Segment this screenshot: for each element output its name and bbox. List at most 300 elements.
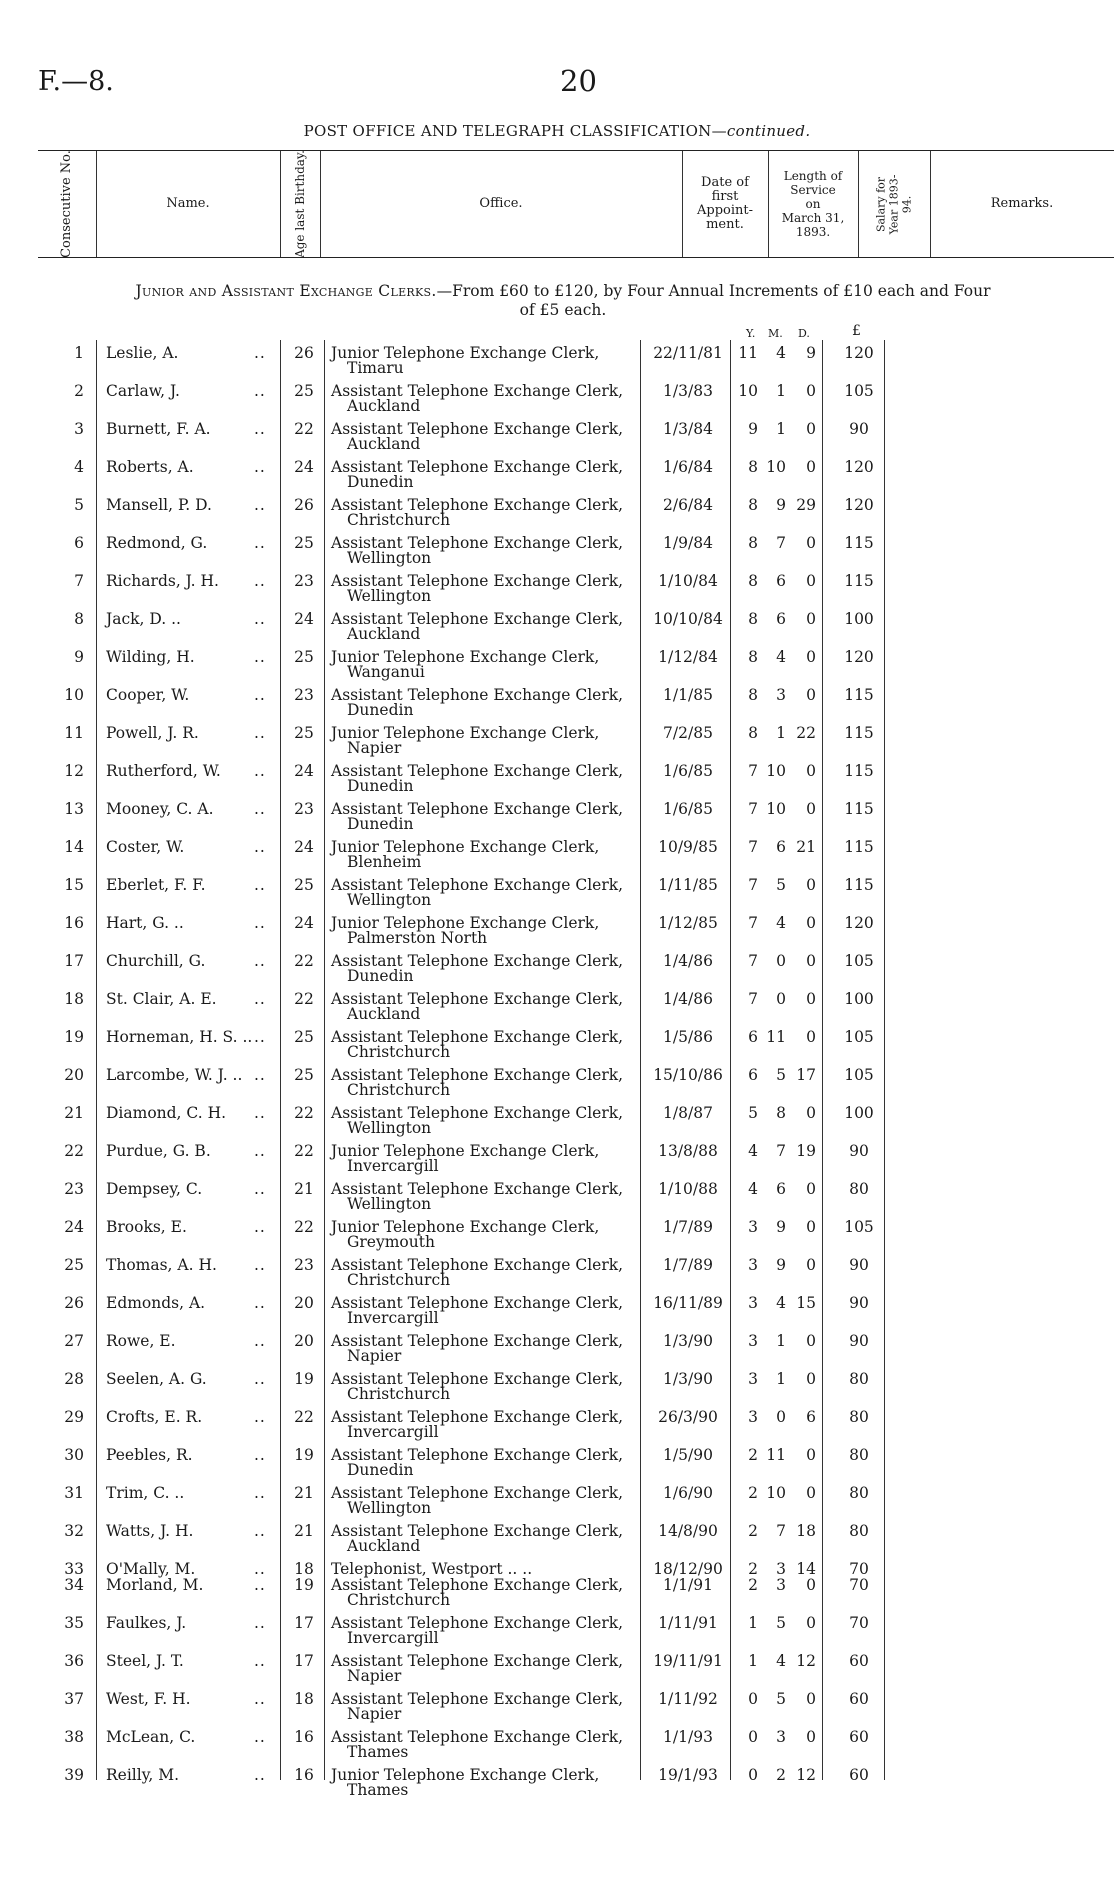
header-office: Office. bbox=[479, 196, 523, 211]
row-office-location: Dunedin bbox=[347, 701, 414, 719]
row-age: 22 bbox=[294, 952, 314, 970]
row-number: 25 bbox=[64, 1256, 84, 1274]
row-age: 26 bbox=[294, 344, 314, 362]
row-date: 1/1/85 bbox=[663, 686, 713, 704]
row-age: 16 bbox=[294, 1728, 314, 1746]
leader-dots: .. bbox=[254, 420, 266, 438]
row-salary: 100 bbox=[844, 990, 874, 1008]
row-date: 15/10/86 bbox=[653, 1066, 723, 1084]
row-salary: 115 bbox=[844, 572, 874, 590]
row-office-location: Invercargill bbox=[347, 1423, 439, 1441]
row-age: 25 bbox=[294, 724, 314, 742]
row-number: 23 bbox=[64, 1180, 84, 1198]
table-row bbox=[0, 648, 1114, 686]
row-office: Assistant Telephone Exchange Clerk, bbox=[331, 1066, 624, 1084]
table-row bbox=[0, 534, 1114, 572]
row-years: 3 bbox=[748, 1256, 758, 1274]
row-years: 2 bbox=[748, 1576, 758, 1594]
table-row bbox=[0, 1028, 1114, 1066]
row-months: 6 bbox=[776, 838, 786, 856]
section-rule-line2: of £5 each. bbox=[519, 301, 607, 319]
row-office: Assistant Telephone Exchange Clerk, bbox=[331, 1180, 624, 1198]
row-number: 9 bbox=[74, 648, 84, 666]
row-salary: 120 bbox=[844, 914, 874, 932]
row-salary: 100 bbox=[844, 610, 874, 628]
row-months: 4 bbox=[776, 648, 786, 666]
row-salary: 115 bbox=[844, 534, 874, 552]
row-name: Hart, G. .. bbox=[106, 914, 184, 932]
row-name: Horneman, H. S. .. bbox=[106, 1028, 253, 1046]
row-days: 19 bbox=[796, 1142, 816, 1160]
section-title bbox=[38, 282, 1088, 320]
leader-dots: .. bbox=[254, 1522, 266, 1540]
row-years: 7 bbox=[748, 914, 758, 932]
row-date: 1/4/86 bbox=[663, 952, 713, 970]
row-office: Assistant Telephone Exchange Clerk, bbox=[331, 1294, 624, 1312]
row-months: 7 bbox=[776, 1142, 786, 1160]
row-number: 6 bbox=[74, 534, 84, 552]
row-office-location: Blenheim bbox=[347, 853, 422, 871]
leader-dots: .. bbox=[254, 1256, 266, 1274]
row-days: 0 bbox=[806, 420, 816, 438]
row-number: 18 bbox=[64, 990, 84, 1008]
leader-dots: .. bbox=[254, 1484, 266, 1502]
row-office-location: Wellington bbox=[347, 1499, 432, 1517]
row-months: 7 bbox=[776, 1522, 786, 1540]
row-date: 26/3/90 bbox=[658, 1408, 718, 1426]
table-row bbox=[0, 686, 1114, 724]
header-length-of-service: Length of Service on March 31, 1893. bbox=[781, 169, 845, 239]
row-age: 17 bbox=[294, 1652, 314, 1670]
row-date: 10/10/84 bbox=[653, 610, 723, 628]
row-months: 5 bbox=[776, 1690, 786, 1708]
row-months: 6 bbox=[776, 610, 786, 628]
table-row bbox=[0, 610, 1114, 648]
row-age: 21 bbox=[294, 1522, 314, 1540]
row-office: Assistant Telephone Exchange Clerk, bbox=[331, 534, 624, 552]
row-office-location: Wellington bbox=[347, 1195, 432, 1213]
row-salary: 120 bbox=[844, 458, 874, 476]
page-reference: F.—8. bbox=[38, 66, 114, 97]
section-rule-line1: —From £60 to £120, by Four Annual Increments of £10 each and Four bbox=[436, 282, 991, 300]
row-age: 22 bbox=[294, 1408, 314, 1426]
leader-dots: .. bbox=[254, 952, 266, 970]
row-salary: 90 bbox=[849, 1142, 869, 1160]
row-age: 18 bbox=[294, 1560, 314, 1578]
row-age: 21 bbox=[294, 1180, 314, 1198]
row-name: Coster, W. bbox=[106, 838, 185, 856]
row-salary: 105 bbox=[844, 1218, 874, 1236]
table-row bbox=[0, 572, 1114, 610]
row-salary: 115 bbox=[844, 724, 874, 742]
unit-days: D. bbox=[798, 327, 810, 340]
row-days: 0 bbox=[806, 1576, 816, 1594]
row-office: Assistant Telephone Exchange Clerk, bbox=[331, 1104, 624, 1122]
row-age: 23 bbox=[294, 1256, 314, 1274]
row-office-location: Christchurch bbox=[347, 1271, 451, 1289]
row-name: Jack, D. .. bbox=[106, 610, 181, 628]
row-number: 19 bbox=[64, 1028, 84, 1046]
row-number: 13 bbox=[64, 800, 84, 818]
leader-dots: .. bbox=[254, 648, 266, 666]
row-months: 3 bbox=[776, 686, 786, 704]
row-number: 26 bbox=[64, 1294, 84, 1312]
row-number: 2 bbox=[74, 382, 84, 400]
row-date: 22/11/81 bbox=[653, 344, 723, 362]
row-number: 27 bbox=[64, 1332, 84, 1350]
row-name: Mansell, P. D. bbox=[106, 496, 212, 514]
row-date: 1/5/90 bbox=[663, 1446, 713, 1464]
row-number: 14 bbox=[64, 838, 84, 856]
row-office: Assistant Telephone Exchange Clerk, bbox=[331, 572, 624, 590]
table-row bbox=[0, 914, 1114, 952]
row-salary: 90 bbox=[849, 1332, 869, 1350]
row-date: 1/10/88 bbox=[658, 1180, 718, 1198]
table-row bbox=[0, 952, 1114, 990]
row-salary: 100 bbox=[844, 1104, 874, 1122]
leader-dots: .. bbox=[254, 1576, 266, 1594]
row-name: Trim, C. .. bbox=[106, 1484, 185, 1502]
row-office: Assistant Telephone Exchange Clerk, bbox=[331, 952, 624, 970]
header-remarks: Remarks. bbox=[990, 196, 1054, 211]
row-number: 8 bbox=[74, 610, 84, 628]
row-salary: 60 bbox=[849, 1728, 869, 1746]
row-months: 2 bbox=[776, 1766, 786, 1784]
leader-dots: .. bbox=[254, 458, 266, 476]
row-age: 16 bbox=[294, 1766, 314, 1784]
row-office: Assistant Telephone Exchange Clerk, bbox=[331, 762, 624, 780]
table-row bbox=[0, 1332, 1114, 1370]
row-number: 21 bbox=[64, 1104, 84, 1122]
row-years: 5 bbox=[748, 1104, 758, 1122]
table-row bbox=[0, 420, 1114, 458]
row-age: 21 bbox=[294, 1484, 314, 1502]
row-days: 0 bbox=[806, 382, 816, 400]
row-months: 6 bbox=[776, 572, 786, 590]
row-age: 22 bbox=[294, 1142, 314, 1160]
table-row bbox=[0, 990, 1114, 1028]
row-number: 32 bbox=[64, 1522, 84, 1540]
leader-dots: .. bbox=[254, 990, 266, 1008]
row-months: 1 bbox=[776, 1370, 786, 1388]
row-months: 11 bbox=[766, 1028, 786, 1046]
row-salary: 105 bbox=[844, 382, 874, 400]
row-years: 3 bbox=[748, 1370, 758, 1388]
row-age: 22 bbox=[294, 990, 314, 1008]
row-months: 10 bbox=[766, 800, 786, 818]
row-name: Wilding, H. bbox=[106, 648, 195, 666]
row-years: 11 bbox=[738, 344, 758, 362]
row-salary: 105 bbox=[844, 952, 874, 970]
row-days: 0 bbox=[806, 686, 816, 704]
row-years: 3 bbox=[748, 1408, 758, 1426]
row-days: 0 bbox=[806, 1370, 816, 1388]
row-years: 6 bbox=[748, 1028, 758, 1046]
row-date: 19/11/91 bbox=[653, 1652, 723, 1670]
row-days: 0 bbox=[806, 1484, 816, 1502]
row-age: 20 bbox=[294, 1294, 314, 1312]
row-office-location: Auckland bbox=[347, 397, 421, 415]
leader-dots: .. bbox=[254, 1560, 266, 1578]
row-office-location: Christchurch bbox=[347, 1385, 451, 1403]
row-name: Diamond, C. H. bbox=[106, 1104, 227, 1122]
row-number: 30 bbox=[64, 1446, 84, 1464]
row-office-location: Napier bbox=[347, 739, 402, 757]
row-salary: 80 bbox=[849, 1446, 869, 1464]
table-row bbox=[0, 382, 1114, 420]
table-row bbox=[0, 1446, 1114, 1484]
row-name: Seelen, A. G. bbox=[106, 1370, 207, 1388]
row-years: 2 bbox=[748, 1522, 758, 1540]
table-row bbox=[0, 1370, 1114, 1408]
page-heading bbox=[0, 122, 1114, 140]
row-number: 24 bbox=[64, 1218, 84, 1236]
row-office-location: Dunedin bbox=[347, 777, 414, 795]
leader-dots: .. bbox=[254, 914, 266, 932]
row-days: 0 bbox=[806, 458, 816, 476]
row-salary: 115 bbox=[844, 838, 874, 856]
row-months: 3 bbox=[776, 1560, 786, 1578]
row-office: Junior Telephone Exchange Clerk, bbox=[331, 344, 600, 362]
row-office: Assistant Telephone Exchange Clerk, bbox=[331, 1484, 624, 1502]
row-number: 31 bbox=[64, 1484, 84, 1502]
leader-dots: .. bbox=[254, 1728, 266, 1746]
row-date: 1/3/90 bbox=[663, 1370, 713, 1388]
row-age: 18 bbox=[294, 1690, 314, 1708]
row-office-location: Wanganui bbox=[347, 663, 425, 681]
row-age: 24 bbox=[294, 914, 314, 932]
row-name: Powell, J. R. bbox=[106, 724, 199, 742]
row-office-location: Thames bbox=[347, 1743, 409, 1761]
leader-dots: .. bbox=[254, 1370, 266, 1388]
leader-dots: .. bbox=[254, 1652, 266, 1670]
row-date: 1/6/85 bbox=[663, 762, 713, 780]
row-office: Junior Telephone Exchange Clerk, bbox=[331, 1142, 600, 1160]
row-salary: 115 bbox=[844, 876, 874, 894]
row-days: 9 bbox=[806, 344, 816, 362]
row-office: Junior Telephone Exchange Clerk, bbox=[331, 1218, 600, 1236]
row-salary: 120 bbox=[844, 344, 874, 362]
leader-dots: .. bbox=[254, 1766, 266, 1784]
leader-dots: .. bbox=[254, 838, 266, 856]
row-years: 0 bbox=[748, 1690, 758, 1708]
row-years: 8 bbox=[748, 572, 758, 590]
row-office: Telephonist, Westport .. .. bbox=[331, 1560, 533, 1578]
leader-dots: .. bbox=[254, 1446, 266, 1464]
row-age: 25 bbox=[294, 534, 314, 552]
row-number: 36 bbox=[64, 1652, 84, 1670]
section-name: Junior and Assistant Exchange Clerks. bbox=[135, 282, 437, 300]
row-days: 18 bbox=[796, 1522, 816, 1540]
row-number: 29 bbox=[64, 1408, 84, 1426]
row-office-location: Invercargill bbox=[347, 1309, 439, 1327]
row-office: Assistant Telephone Exchange Clerk, bbox=[331, 686, 624, 704]
leader-dots: .. bbox=[254, 1218, 266, 1236]
header-consecutive-no: Consecutive No. bbox=[59, 150, 75, 258]
row-name: Thomas, A. H. bbox=[106, 1256, 217, 1274]
row-days: 15 bbox=[796, 1294, 816, 1312]
row-days: 0 bbox=[806, 1256, 816, 1274]
table-row bbox=[0, 1294, 1114, 1332]
row-name: Edmonds, A. bbox=[106, 1294, 206, 1312]
row-office: Assistant Telephone Exchange Clerk, bbox=[331, 1256, 624, 1274]
row-number: 3 bbox=[74, 420, 84, 438]
row-days: 0 bbox=[806, 876, 816, 894]
row-office: Assistant Telephone Exchange Clerk, bbox=[331, 458, 624, 476]
row-office: Assistant Telephone Exchange Clerk, bbox=[331, 1446, 624, 1464]
row-days: 6 bbox=[806, 1408, 816, 1426]
row-date: 1/3/84 bbox=[663, 420, 713, 438]
row-date: 1/1/91 bbox=[663, 1576, 713, 1594]
row-office: Junior Telephone Exchange Clerk, bbox=[331, 648, 600, 666]
row-name: Redmond, G. bbox=[106, 534, 208, 552]
heading-continued: continued. bbox=[726, 122, 811, 140]
row-office: Assistant Telephone Exchange Clerk, bbox=[331, 382, 624, 400]
row-age: 23 bbox=[294, 572, 314, 590]
row-years: 1 bbox=[748, 1652, 758, 1670]
row-months: 9 bbox=[776, 1256, 786, 1274]
row-name: O'Mally, M. bbox=[106, 1560, 196, 1578]
row-months: 0 bbox=[776, 1408, 786, 1426]
row-office-location: Christchurch bbox=[347, 1081, 451, 1099]
row-date: 1/7/89 bbox=[663, 1256, 713, 1274]
header-age: Age last Birthday. bbox=[293, 150, 307, 258]
row-number: 17 bbox=[64, 952, 84, 970]
row-name: St. Clair, A. E. bbox=[106, 990, 217, 1008]
row-age: 25 bbox=[294, 382, 314, 400]
row-salary: 70 bbox=[849, 1614, 869, 1632]
row-office-location: Dunedin bbox=[347, 967, 414, 985]
row-years: 8 bbox=[748, 686, 758, 704]
row-years: 9 bbox=[748, 420, 758, 438]
row-name: Brooks, E. bbox=[106, 1218, 187, 1236]
row-months: 4 bbox=[776, 914, 786, 932]
table-row bbox=[0, 344, 1114, 382]
row-name: Churchill, G. bbox=[106, 952, 206, 970]
table-row bbox=[0, 1180, 1114, 1218]
row-name: Reilly, M. bbox=[106, 1766, 180, 1784]
row-years: 7 bbox=[748, 876, 758, 894]
row-salary: 80 bbox=[849, 1180, 869, 1198]
leader-dots: .. bbox=[254, 686, 266, 704]
row-name: Carlaw, J. bbox=[106, 382, 180, 400]
row-days: 0 bbox=[806, 610, 816, 628]
row-salary: 115 bbox=[844, 762, 874, 780]
row-name: Eberlet, F. F. bbox=[106, 876, 206, 894]
row-days: 14 bbox=[796, 1560, 816, 1578]
row-days: 29 bbox=[796, 496, 816, 514]
row-age: 24 bbox=[294, 838, 314, 856]
row-date: 1/6/85 bbox=[663, 800, 713, 818]
row-age: 19 bbox=[294, 1576, 314, 1594]
row-office-location: Wellington bbox=[347, 549, 432, 567]
row-age: 20 bbox=[294, 1332, 314, 1350]
row-days: 21 bbox=[796, 838, 816, 856]
row-name: Purdue, G. B. bbox=[106, 1142, 211, 1160]
row-days: 12 bbox=[796, 1766, 816, 1784]
row-age: 25 bbox=[294, 1028, 314, 1046]
row-date: 1/3/90 bbox=[663, 1332, 713, 1350]
row-name: Richards, J. H. bbox=[106, 572, 219, 590]
row-office: Assistant Telephone Exchange Clerk, bbox=[331, 1522, 624, 1540]
row-name: Mooney, C. A. bbox=[106, 800, 214, 818]
leader-dots: .. bbox=[254, 800, 266, 818]
row-days: 17 bbox=[796, 1066, 816, 1084]
row-days: 0 bbox=[806, 800, 816, 818]
row-salary: 105 bbox=[844, 1066, 874, 1084]
row-months: 1 bbox=[776, 420, 786, 438]
row-days: 0 bbox=[806, 648, 816, 666]
row-years: 0 bbox=[748, 1766, 758, 1784]
row-salary: 90 bbox=[849, 1294, 869, 1312]
heading-main: POST OFFICE AND TELEGRAPH CLASSIFICATION— bbox=[303, 122, 727, 140]
row-years: 8 bbox=[748, 610, 758, 628]
row-office-location: Auckland bbox=[347, 625, 421, 643]
row-years: 8 bbox=[748, 496, 758, 514]
row-office-location: Auckland bbox=[347, 1537, 421, 1555]
row-office: Assistant Telephone Exchange Clerk, bbox=[331, 496, 624, 514]
row-years: 2 bbox=[748, 1484, 758, 1502]
row-name: Steel, J. T. bbox=[106, 1652, 184, 1670]
leader-dots: .. bbox=[254, 1180, 266, 1198]
row-years: 8 bbox=[748, 458, 758, 476]
row-office: Assistant Telephone Exchange Clerk, bbox=[331, 1690, 624, 1708]
row-age: 25 bbox=[294, 876, 314, 894]
row-office-location: Christchurch bbox=[347, 1043, 451, 1061]
row-salary: 80 bbox=[849, 1408, 869, 1426]
row-name: Faulkes, J. bbox=[106, 1614, 187, 1632]
row-months: 7 bbox=[776, 534, 786, 552]
table-row bbox=[0, 1104, 1114, 1142]
leader-dots: .. bbox=[254, 876, 266, 894]
table-row bbox=[0, 1576, 1114, 1614]
row-date: 2/6/84 bbox=[663, 496, 713, 514]
leader-dots: .. bbox=[254, 1332, 266, 1350]
row-days: 0 bbox=[806, 1614, 816, 1632]
table-row bbox=[0, 838, 1114, 876]
table-row bbox=[0, 724, 1114, 762]
row-number: 4 bbox=[74, 458, 84, 476]
row-number: 22 bbox=[64, 1142, 84, 1160]
row-age: 22 bbox=[294, 1104, 314, 1122]
row-date: 13/8/88 bbox=[658, 1142, 718, 1160]
row-number: 11 bbox=[64, 724, 84, 742]
row-age: 24 bbox=[294, 762, 314, 780]
leader-dots: .. bbox=[254, 572, 266, 590]
row-age: 25 bbox=[294, 1066, 314, 1084]
row-date: 1/8/87 bbox=[663, 1104, 713, 1122]
header-date-first-appointment: Date of first Appoint- ment. bbox=[696, 175, 753, 232]
row-salary: 80 bbox=[849, 1370, 869, 1388]
row-name: Cooper, W. bbox=[106, 686, 190, 704]
row-days: 22 bbox=[796, 724, 816, 742]
row-office: Assistant Telephone Exchange Clerk, bbox=[331, 876, 624, 894]
leader-dots: .. bbox=[254, 1142, 266, 1160]
row-office-location: Thames bbox=[347, 1781, 409, 1799]
row-months: 5 bbox=[776, 876, 786, 894]
unit-months: M. bbox=[768, 327, 783, 340]
leader-dots: .. bbox=[254, 1066, 266, 1084]
row-days: 0 bbox=[806, 1332, 816, 1350]
leader-dots: .. bbox=[254, 762, 266, 780]
row-days: 0 bbox=[806, 762, 816, 780]
row-date: 19/1/93 bbox=[658, 1766, 718, 1784]
row-age: 22 bbox=[294, 1218, 314, 1236]
row-date: 1/9/84 bbox=[663, 534, 713, 552]
table-row bbox=[0, 800, 1114, 838]
row-number: 15 bbox=[64, 876, 84, 894]
row-salary: 60 bbox=[849, 1766, 869, 1784]
